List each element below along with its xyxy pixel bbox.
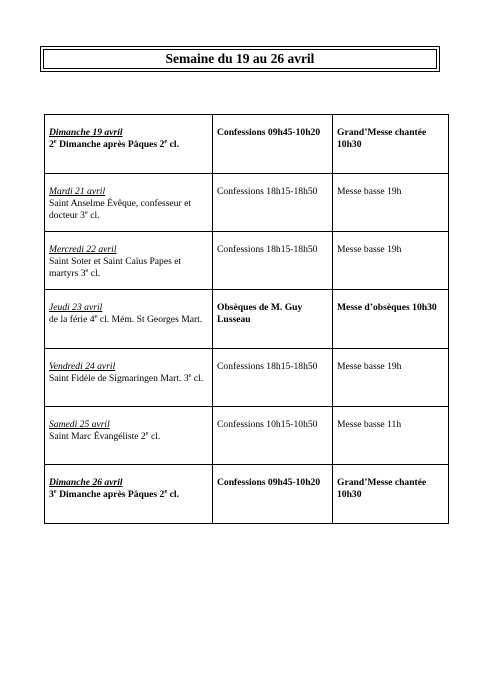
table-row [45, 174, 449, 232]
feast-text-mid: cl. [148, 431, 161, 442]
day-cell [45, 407, 213, 465]
feast-label [49, 139, 208, 151]
day-label: Mardi 21 avril [49, 186, 106, 197]
confession-cell: Confessions 09h45-10h20 [213, 115, 333, 174]
feast-label [49, 314, 208, 326]
schedule-table [44, 114, 449, 524]
feast-text-pre: 3 [49, 489, 54, 500]
day-label: Samedi 25 avril [49, 419, 110, 430]
feast-text-sup2: e [164, 137, 168, 145]
day-cell [45, 465, 213, 524]
feast-text-mid: cl. [88, 268, 101, 279]
schedule-body [45, 115, 449, 524]
feast-text-sup1: e [84, 208, 88, 216]
mass-cell: Grand’Messe chantée 10h30 [333, 465, 449, 524]
day-label: Dimanche 19 avril [49, 127, 123, 138]
day-cell [45, 232, 213, 290]
mass-cell: Messe basse 19h [333, 232, 449, 290]
day-label: Vendredi 24 avril [49, 361, 116, 372]
confession-cell: Confessions 09h45-10h20 [213, 465, 333, 524]
feast-text-sup1: e [85, 266, 89, 274]
day-cell [45, 115, 213, 174]
feast-text-pre: Saint Soter et Saint Caïus Papes et martyrs 3 [49, 256, 182, 279]
feast-text-mid: cl. [191, 373, 204, 384]
feast-text-pre: Saint Fidèle de Sigmaringen Mart. 3 [49, 373, 189, 384]
day-label: Jeudi 23 avril [49, 302, 103, 313]
feast-text-post: cl. [167, 139, 179, 150]
title-box [40, 46, 440, 72]
table-row [45, 465, 449, 524]
feast-text-mid: cl. Mém. St Georges Mart. [97, 314, 203, 325]
feast-text-pre: de la férie 4 [49, 314, 95, 325]
day-label: Dimanche 26 avril [49, 477, 123, 488]
mass-cell: Messe basse 11h [333, 407, 449, 465]
confession-cell: Confessions 18h15-18h50 [213, 174, 333, 232]
feast-label [49, 256, 208, 280]
feast-text-pre: Saint Anselme Évêque, confesseur et docteur 3 [49, 198, 191, 221]
feast-text-mid: Dimanche après Pâques 2 [56, 139, 165, 150]
feast-label [49, 431, 208, 443]
feast-text-pre: 2 [49, 139, 54, 150]
table-row [45, 115, 449, 174]
feast-text-sup1: e [188, 371, 192, 379]
confession-cell: Confessions 10h15-10h50 [213, 407, 333, 465]
mass-cell: Messe d’obsèques 10h30 [333, 290, 449, 349]
table-row [45, 290, 449, 349]
table-row [45, 407, 449, 465]
feast-label [49, 373, 208, 385]
feast-text-post: cl. [167, 489, 179, 500]
feast-text-sup2: e [164, 487, 168, 495]
feast-label [49, 489, 208, 501]
page-title: Semaine du 19 au 26 avril [43, 49, 437, 69]
feast-text-sup1: e [53, 137, 57, 145]
feast-text-mid: cl. [87, 210, 100, 221]
confession-cell: Confessions 18h15-18h50 [213, 232, 333, 290]
feast-text-sup1: e [145, 429, 149, 437]
feast-text-mid: Dimanche après Pâques 2 [56, 489, 165, 500]
table-row [45, 349, 449, 407]
day-cell [45, 290, 213, 349]
feast-label [49, 198, 208, 222]
feast-text-sup1: e [53, 487, 57, 495]
day-cell [45, 174, 213, 232]
confession-cell: Obsèques de M. Guy Lusseau [213, 290, 333, 349]
feast-text-sup1: e [94, 312, 98, 320]
table-row [45, 232, 449, 290]
day-cell [45, 349, 213, 407]
mass-cell: Grand’Messe chantée 10h30 [333, 115, 449, 174]
day-label: Mercredi 22 avril [49, 244, 117, 255]
mass-cell: Messe basse 19h [333, 349, 449, 407]
confession-cell: Confessions 18h15-18h50 [213, 349, 333, 407]
feast-text-pre: Saint Marc Évangéliste 2 [49, 431, 146, 442]
mass-cell: Messe basse 19h [333, 174, 449, 232]
